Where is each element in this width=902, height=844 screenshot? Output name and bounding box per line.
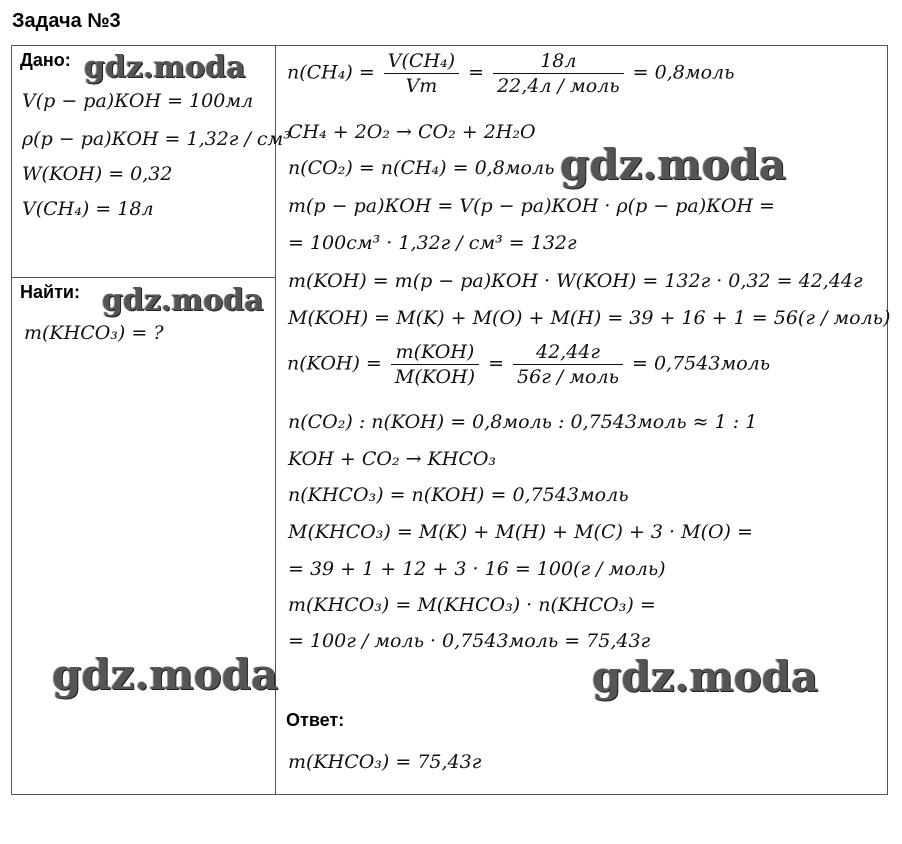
solution-equation: n(KOH) = $\frac{\text{m(KOH)}}{\text{M(KOH)}}$ = $\frac{42,44г}{\text{56г / моль}}$ = 0,7543моль [287, 341, 771, 388]
row-divider [11, 277, 276, 278]
solution-line: CH₄ + 2O₂ → CO₂ + 2H₂O [288, 121, 536, 143]
watermark: gdz.moda [84, 50, 246, 85]
given-line: W(KOH) = 0,32 [22, 163, 173, 185]
find-line: m(KHCO₃) = ? [24, 322, 164, 344]
solution-line: = 39 + 1 + 12 + 3 · 16 = 100(г / моль) [288, 558, 666, 580]
watermark: gdz.moda [592, 652, 819, 701]
solution-line: n(KHCO₃) = n(KOH) = 0,7543моль [288, 484, 629, 506]
given-line: ρ(p − pa)КОН = 1,32г / см³ [22, 128, 291, 150]
answer-heading: Ответ: [286, 710, 345, 730]
find-heading: Найти: [20, 282, 80, 302]
solution-line: m(p − pa)КОН = V(p − pa)КОН · ρ(p − pa)КОН = [288, 195, 775, 217]
solution-equation: n(CH₄) = $\frac{\text{V(CH₄)}}{Vm}$ = $\frac{18л}{\text{22,4л / моль}}$ = 0,8моль [287, 50, 735, 97]
watermark: gdz.moda [52, 650, 279, 699]
given-line: V(CH₄) = 18л [22, 198, 154, 220]
solution-line: M(KOH) = M(K) + M(O) + M(H) = 39 + 16 + 1 = 56(г / моль) [288, 307, 891, 329]
solution-line: KOH + CO₂ → KHCO₃ [288, 448, 497, 470]
solution-line: n(CO₂) = n(CH₄) = 0,8моль [288, 157, 555, 179]
solution-line: M(KHCO₃) = M(K) + M(H) + M(C) + 3 · M(O) = [288, 521, 753, 543]
solution-line: = 100см³ · 1,32г / см³ = 132г [288, 232, 577, 254]
page-title: Задача №3 [12, 10, 121, 32]
answer-text: m(KHCO₃) = 75,43г [288, 751, 482, 773]
given-line: V(p − pa)КОН = 100мл [22, 90, 254, 112]
watermark: gdz.moda [560, 140, 787, 189]
watermark: gdz.moda [102, 283, 264, 318]
solution-line: = 100г / моль · 0,7543моль = 75,43г [288, 630, 651, 652]
given-heading: Дано: [20, 50, 71, 70]
solution-line: n(CO₂) : n(KOH) = 0,8моль : 0,7543моль ≈ 1 : 1 [288, 411, 758, 433]
solution-line: m(KOH) = m(p − pa)КОН · W(KOH) = 132г · 0,32 = 42,44г [288, 270, 863, 292]
solution-line: m(KHCO₃) = M(KHCO₃) · n(KHCO₃) = [288, 594, 656, 616]
